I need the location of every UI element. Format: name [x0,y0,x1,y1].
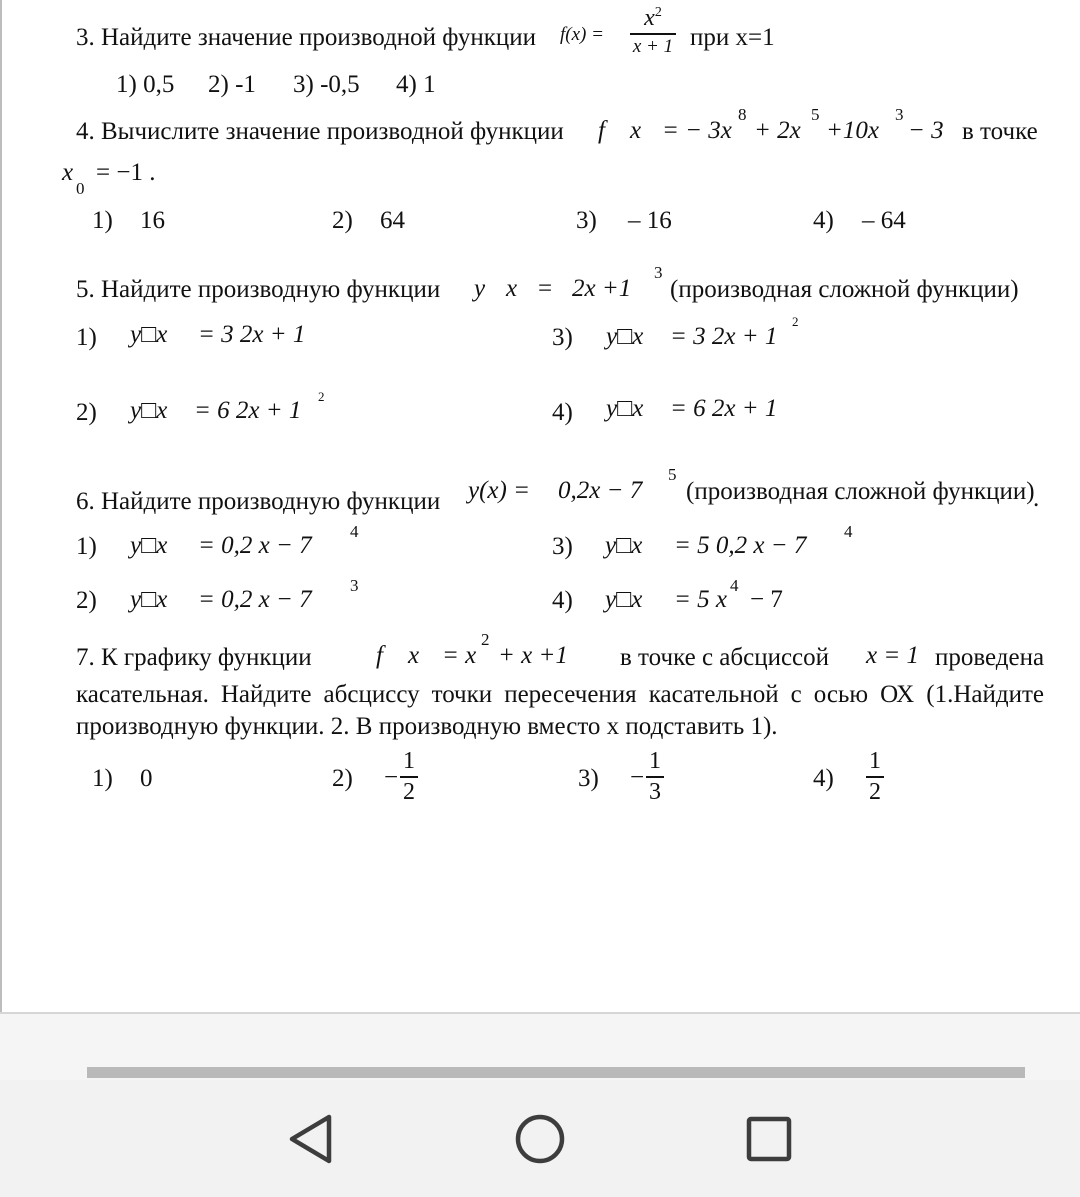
fraction-denominator: x + 1 [632,35,674,57]
question-4-answer-4-num: 4) [813,207,834,234]
question-5-answer-1-lhs: y□x [130,321,168,348]
question-5-answer-4-rhs: = 6 2x + 1 [670,395,778,422]
question-5-answer-1-rhs: = 3 2x + 1 [198,321,306,348]
question-6-answer-3-exp: 4 [844,522,853,541]
question-7-lead: 7. К графику функции [76,644,312,671]
question-7-end: проведена [935,644,1045,671]
question-5-x: x [506,275,518,302]
recents-button[interactable] [734,1104,804,1174]
question-6-answer-1-lhs: y□x [130,532,168,559]
question-4-term-1: = − 3x [662,117,732,144]
question-4-answer-4: – 64 [862,207,906,234]
question-4-term-2: + 2x [754,117,801,144]
question-3-tail: при x=1 [690,24,775,51]
question-5-answer-2-num: 2) [76,399,97,426]
fraction-numerator: 1 [403,748,415,774]
question-7-equals: = x [442,642,477,669]
question-7-f: f [376,642,383,669]
home-button[interactable] [505,1104,575,1174]
question-5-answer-3-lhs: y□x [606,323,644,350]
question-7-exponent: 2 [481,630,490,649]
question-6-expression: 0,2x − 7 [558,477,643,504]
question-5-exponent: 3 [654,263,663,282]
question-7-answer-2-num: 2) [332,765,353,792]
question-4-answer-2: 64 [380,207,405,234]
question-6-answer-2-lhs: y□x [130,586,168,613]
recents-icon [741,1111,797,1167]
fraction-numerator: 1 [649,748,661,774]
question-5-answer-1-num: 1) [76,324,97,351]
question-6-answer-4-rhs-tail: − 7 [750,586,783,613]
question-7-answer-3-fraction [646,749,664,804]
question-6-answer-4-lhs: y□x [605,586,643,613]
question-6-answer-1-exp: 4 [350,522,359,541]
fraction-numerator: x [644,5,655,31]
question-5-y: y [474,275,486,302]
question-6-answer-4-rhs: = 5 x [674,586,727,613]
question-7-abscissa: x = 1 [866,642,919,669]
horizontal-scrollbar[interactable] [87,1067,1025,1078]
page-edge [0,0,2,1012]
question-6-answer-2-exp: 3 [350,576,359,595]
home-icon [512,1111,568,1167]
question-6-answer-1-rhs: = 0,2 x − 7 [198,532,312,559]
question-6-answer-2-num: 2) [76,587,97,614]
question-4-x0-subscript: 0 [76,179,85,198]
question-3-answer-1: 1) 0,5 [116,71,175,98]
question-6-period: . [1033,485,1040,512]
question-4-answer-2-num: 2) [332,207,353,234]
fraction-bar [630,33,676,35]
question-5-answer-2-rhs: = 6 2x + 1 [194,397,302,424]
question-4-x0: x [62,159,74,186]
question-5-text: 5. Найдите производную функции [76,276,441,303]
question-6-exponent: 5 [668,465,677,484]
question-6-note: (производная сложной функции) [686,478,1035,505]
question-5-answer-2-lhs: y□x [130,397,168,424]
question-7-x: x [408,642,420,669]
question-6-answer-4-exp: 4 [730,576,739,595]
question-7-answer-1-num: 1) [92,765,113,792]
question-5-answer-4-lhs: y□x [606,395,644,422]
question-4-answer-3-num: 3) [576,207,597,234]
fraction-exponent: 2 [654,5,662,20]
fraction-denominator: 2 [403,778,415,805]
fraction-denominator: 3 [649,778,661,805]
question-6-text: 6. Найдите производную функции [76,488,441,515]
question-5-note: (производная сложной функции) [670,276,1019,303]
question-7-line-3: производную функции. 2. В производную вместо x подставить 1). [76,713,778,740]
question-4-answer-3: – 16 [628,207,672,234]
question-4-text: 4. Вычислите значение производной функции [76,118,564,145]
question-6-lhs: y(x) = [468,477,530,504]
question-6-answer-2-rhs: = 0,2 x − 7 [198,586,312,613]
question-4-answer-1: 16 [140,207,165,234]
question-4-exp-5: 5 [811,105,820,124]
question-4-f: f [598,117,605,144]
question-7-line-2: касательная. Найдите абсциссу точки пересечения касательной с осью ОХ (1.Найдите [76,681,1044,708]
question-4-exp-8: 8 [738,105,747,124]
question-5-expression: 2x +1 [572,275,632,302]
question-3-answer-2: 2) -1 [208,71,256,98]
fraction-denominator: 2 [869,778,881,805]
question-6-answer-3-rhs: = 5 0,2 x − 7 [674,532,807,559]
question-7-answer-4-fraction [866,749,884,804]
fraction-bar [646,776,664,778]
question-7-answer-4-num: 4) [813,765,834,792]
question-7-answer-2-sign: − [384,764,399,791]
back-icon [282,1111,338,1167]
question-6-answer-3-num: 3) [552,533,573,560]
question-5-answer-3-exp: 2 [792,314,799,329]
question-7-answer-3-sign: − [630,764,645,791]
question-3-text: 3. Найдите значение производной функции [76,24,537,51]
question-7-eq-tail: + x +1 [498,642,568,669]
question-5-equals: = [538,275,553,302]
question-6-answer-3-lhs: y□x [605,532,643,559]
question-6-answer-1-num: 1) [76,533,97,560]
question-3-answer-4: 4) 1 [396,71,436,98]
question-7-answer-2-fraction [400,749,418,804]
fraction-bar [866,776,884,778]
question-5-answer-2-exp: 2 [318,389,325,404]
question-4-answer-1-num: 1) [92,207,113,234]
question-7-mid: в точке с абсциссой [620,644,830,671]
question-7-answer-1: 0 [140,765,153,792]
fraction-bar [400,776,418,778]
question-7-answer-3-num: 3) [578,765,599,792]
question-5-answer-3-num: 3) [552,324,573,351]
question-3-fraction [630,6,676,56]
question-4-term-3: +10x [826,117,879,144]
question-3-function-lhs: f(x) = [560,24,604,45]
question-5-answer-3-rhs: = 3 2x + 1 [670,323,778,350]
question-4-term-4: − 3 [908,117,944,144]
question-6-answer-4-num: 4) [552,587,573,614]
back-button[interactable] [275,1104,345,1174]
question-5-answer-4-num: 4) [552,399,573,426]
question-4-x: x [630,117,642,144]
question-4-tail: в точке [962,118,1038,145]
fraction-numerator: 1 [869,748,881,774]
question-3-answer-3: 3) -0,5 [293,71,360,98]
question-4-x0-value: = −1 . [96,159,156,186]
question-4-exp-3: 3 [895,105,904,124]
